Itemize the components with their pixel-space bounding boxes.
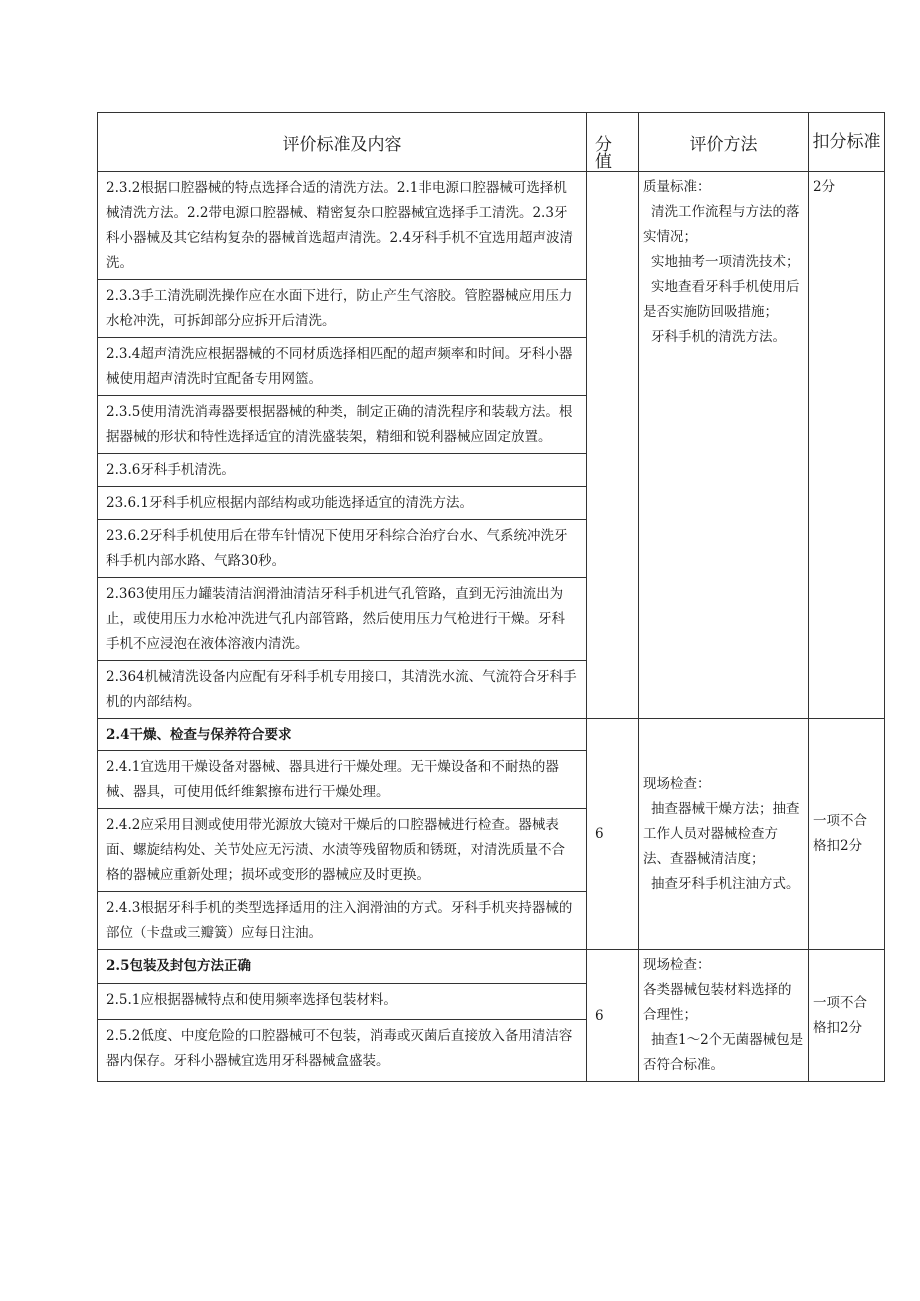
header-score: 分值 bbox=[587, 113, 639, 172]
table-row bbox=[98, 950, 885, 984]
criteria-item: 2.5.2低度、中度危险的口腔器械可不包装，消毒或灭菌后直接放入备用清洁容器内保存。牙科小器械宜选用牙科器械盒盛装。 bbox=[98, 1019, 587, 1081]
criteria-item: 2.3.4超声清洗应根据器械的不同材质选择相匹配的超声频率和时间。牙科小器械使用超声清洗时宜配备专用网篮。 bbox=[98, 338, 587, 396]
criteria-item: 2.3.2根据口腔器械的特点选择合适的清洗方法。2.1非电源口腔器械可选择机械清洗方法。2.2带电源口腔器械、精密复杂口腔器械宜选择手工清洗。2.3牙科小器械及其它结构复杂的器械首选超声清洗。2.4牙科手机不宜选用超声波清洗。 bbox=[98, 172, 587, 280]
deduction-cell: 一项不合格扣2分 bbox=[809, 719, 885, 950]
criteria-item: 2.363使用压力罐装清洁润滑油清洁牙科手机进气孔管路，直到无污油流出为止，或使用压力水枪冲洗进气孔内部管路，然后使用压力气枪进行干燥。牙科手机不应浸泡在液体溶液内清洗。 bbox=[98, 578, 587, 661]
header-criteria: 评价标准及内容 bbox=[98, 113, 587, 172]
criteria-item: 2.3.3手工清洗刷洗操作应在水面下进行，防止产生气溶胶。管腔器械应用压力水枪冲洗，可拆卸部分应拆开后清洗。 bbox=[98, 280, 587, 338]
score-cell bbox=[587, 172, 639, 719]
method-line: 现场检查： bbox=[643, 957, 711, 973]
criteria-item: 2.4.1宜选用干燥设备对器械、器具进行干燥处理。无干燥设备和不耐热的器械、器具，可使用低纤维絮擦布进行干燥处理。 bbox=[98, 751, 587, 809]
score-cell: 6 bbox=[587, 950, 639, 1082]
method-cell bbox=[639, 719, 809, 950]
method-line: 实地查看牙科手机使用后是否实施防回吸措施； bbox=[643, 279, 800, 320]
method-cell bbox=[639, 172, 809, 719]
deduction-cell: 一项不合格扣2分 bbox=[809, 950, 885, 1082]
method-line: 抽查器械干燥方法；抽查工作人员对器械检查方法、查器械清洁度； bbox=[643, 800, 800, 867]
score-cell: 6 bbox=[587, 719, 639, 950]
header-method: 评价方法 bbox=[639, 113, 809, 172]
criteria-item: 2.4.3根据牙科手机的类型选择适用的注入润滑油的方式。牙科手机夹持器械的部位（卡盘或三瓣簧）应每日注油。 bbox=[98, 892, 587, 950]
method-line: 清洗工作流程与方法的落实情况； bbox=[643, 204, 800, 245]
section-title: 2.5包装及封包方法正确 bbox=[98, 950, 587, 984]
criteria-item: 2.3.6牙科手机清洗。 bbox=[98, 454, 587, 487]
method-line: 质量标准： bbox=[643, 179, 711, 195]
evaluation-table bbox=[97, 112, 885, 1082]
criteria-item: 23.6.1牙科手机应根据内部结构或功能选择适宜的清洗方法。 bbox=[98, 487, 587, 520]
criteria-item: 2.5.1应根据器械特点和使用频率选择包装材料。 bbox=[98, 984, 587, 1019]
criteria-item: 2.3.5使用清洗消毒器要根据器械的种类，制定正确的清洗程序和装载方法。根据器械的形状和特性选择适宜的清洗盛装架，精细和锐利器械应固定放置。 bbox=[98, 396, 587, 454]
method-cell bbox=[639, 950, 809, 1082]
criteria-item: 23.6.2牙科手机使用后在带车针情况下使用牙科综合治疗台水、气系统冲洗牙科手机内部水路、气路30秒。 bbox=[98, 520, 587, 578]
method-line: 抽查牙科手机注油方式。 bbox=[651, 875, 800, 892]
criteria-item: 2.4.2应采用目测或使用带光源放大镜对干燥后的口腔器械进行检查。器械表面、螺旋结构处、关节处应无污渍、水渍等残留物质和锈斑，对清洗质量不合格的器械应重新处理；损坏或变形的器械应及时更换。 bbox=[98, 809, 587, 892]
table-row bbox=[98, 172, 885, 280]
method-line: 牙科手机的清洗方法。 bbox=[651, 329, 786, 345]
table-row bbox=[98, 719, 885, 751]
method-line: 各类器械包装材料选择的合理性； bbox=[643, 982, 792, 1023]
method-line: 实地抽考一项清洗技术； bbox=[651, 254, 800, 270]
table-header-row bbox=[98, 113, 885, 172]
header-deduction: 扣分标准 bbox=[809, 113, 885, 172]
method-line: 抽查1～2个无菌器械包是否符合标准。 bbox=[643, 1032, 804, 1073]
method-line: 现场检查： bbox=[643, 775, 711, 792]
deduction-cell: 2分 bbox=[809, 172, 885, 719]
section-title: 2.4干燥、检查与保养符合要求 bbox=[98, 719, 587, 751]
criteria-item: 2.364机械清洗设备内应配有牙科手机专用接口，其清洗水流、气流符合牙科手机的内部结构。 bbox=[98, 661, 587, 719]
